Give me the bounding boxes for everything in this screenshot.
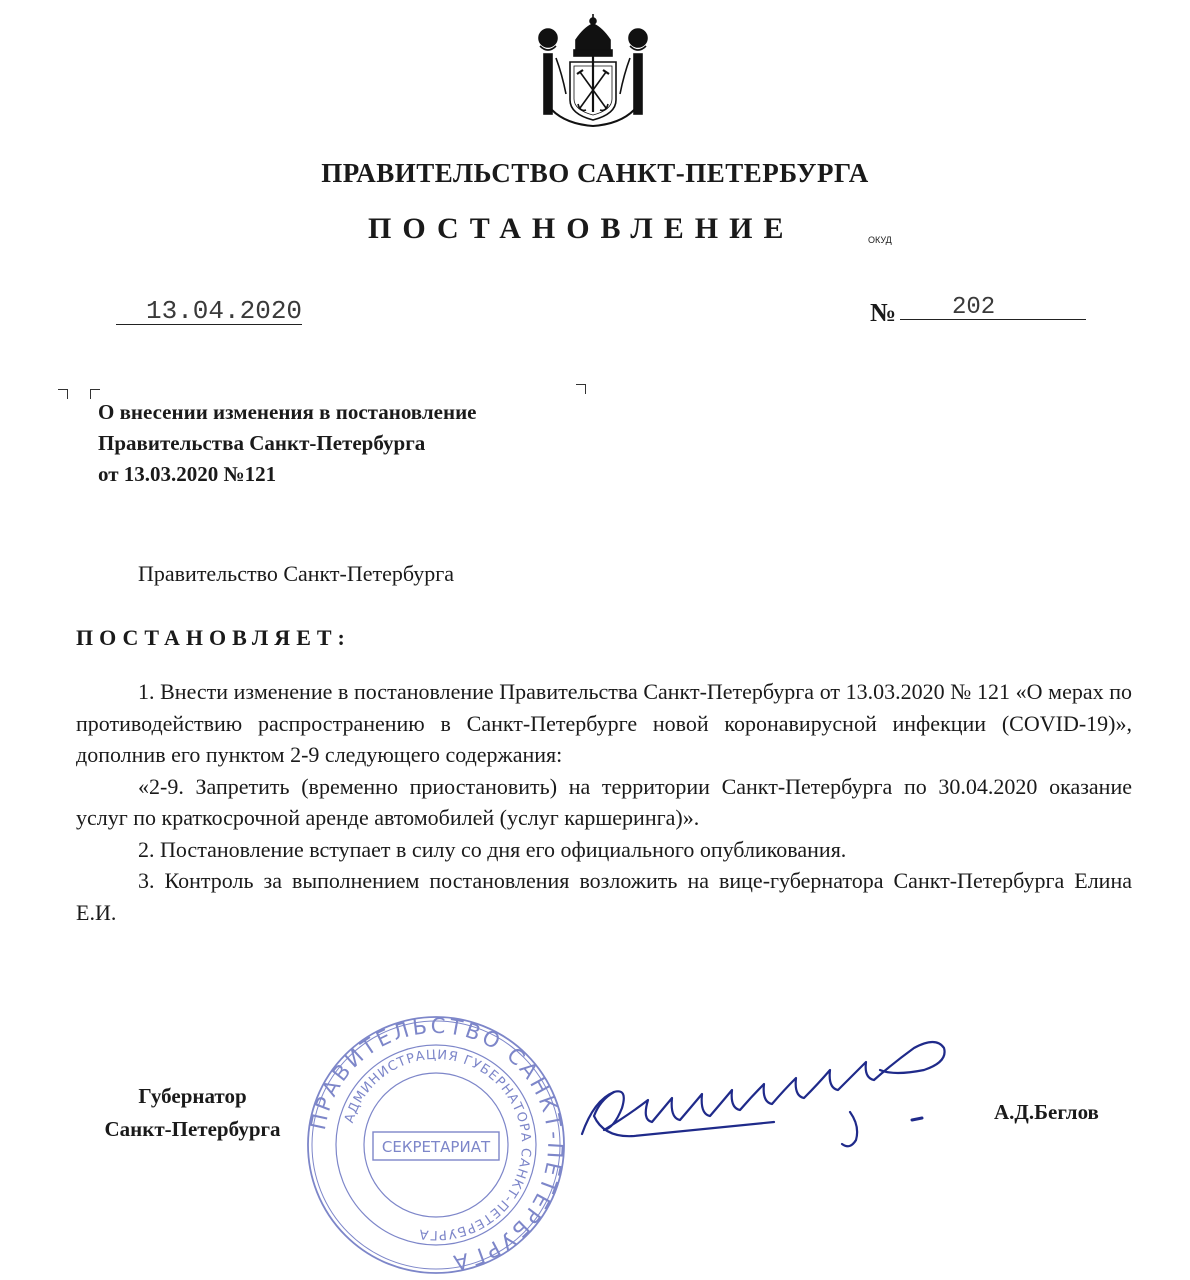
corner-mark xyxy=(576,384,586,394)
paragraph: 1. Внести изменение в постановление Правительства Санкт-Петербурга от 13.03.2020 № 121 «О мерах по противодействию распространению в Санкт-Петербурге новой коронавирусной инфекции (COVID-19)», дополнив его пунктом 2-9 следующего содержания: xyxy=(76,679,1132,767)
document-type: ПОСТАНОВЛЕНИЕ xyxy=(368,212,795,245)
coat-of-arms-icon xyxy=(526,14,660,128)
okud-label: ОКУД xyxy=(868,235,892,245)
subject-line: от 13.03.2020 №121 xyxy=(98,462,277,486)
document-body xyxy=(76,676,1132,928)
corner-mark xyxy=(58,389,68,399)
number-underline xyxy=(900,319,1086,320)
paragraph: 2. Постановление вступает в силу со дня его официального опубликования. xyxy=(138,836,847,862)
subject-line: О внесении изменения в постановление xyxy=(98,400,477,424)
seal-center-text: СЕКРЕТАРИАТ xyxy=(381,1138,491,1156)
official-seal-icon xyxy=(305,1014,567,1276)
paragraph: «2-9. Запретить (временно приостановить) на территории Санкт-Петербурга по 30.04.2020 оказание услуг по краткосрочной аренде автомобилей (услуг каршеринга)». xyxy=(76,773,1132,830)
preamble: Правительство Санкт-Петербурга xyxy=(138,561,455,586)
document-date: 13.04.2020 xyxy=(146,296,303,326)
document-number: 202 xyxy=(952,294,996,321)
signatory-title-line: Санкт-Петербурга xyxy=(104,1117,281,1141)
number-sign: № xyxy=(870,298,897,327)
document-subject xyxy=(98,397,618,490)
paragraph: 3. Контроль за выполнением постановления возложить на вице-губернатора Санкт-Петербурга Елина Е.И. xyxy=(76,868,1132,925)
seal-outer-text: ПРАВИТЕЛЬСТВО САНКТ-ПЕТЕРБУРГА xyxy=(305,1014,567,1276)
signatory-title-line: Губернатор xyxy=(138,1084,247,1108)
organization-title: ПРАВИТЕЛЬСТВО САНКТ-ПЕТЕРБУРГА xyxy=(321,158,869,188)
signature-icon xyxy=(574,1030,984,1160)
subject-line: Правительства Санкт-Петербурга xyxy=(98,431,426,455)
signatory-name: А.Д.Беглов xyxy=(994,1100,1099,1124)
resolves-heading: ПОСТАНОВЛЯЕТ: xyxy=(76,625,351,650)
seal-inner-text: АДМИНИСТРАЦИЯ ГУБЕРНАТОРА САНКТ-ПЕТЕРБУРГА xyxy=(342,1047,534,1243)
signatory-title xyxy=(70,1080,315,1146)
date-underline xyxy=(116,324,302,325)
